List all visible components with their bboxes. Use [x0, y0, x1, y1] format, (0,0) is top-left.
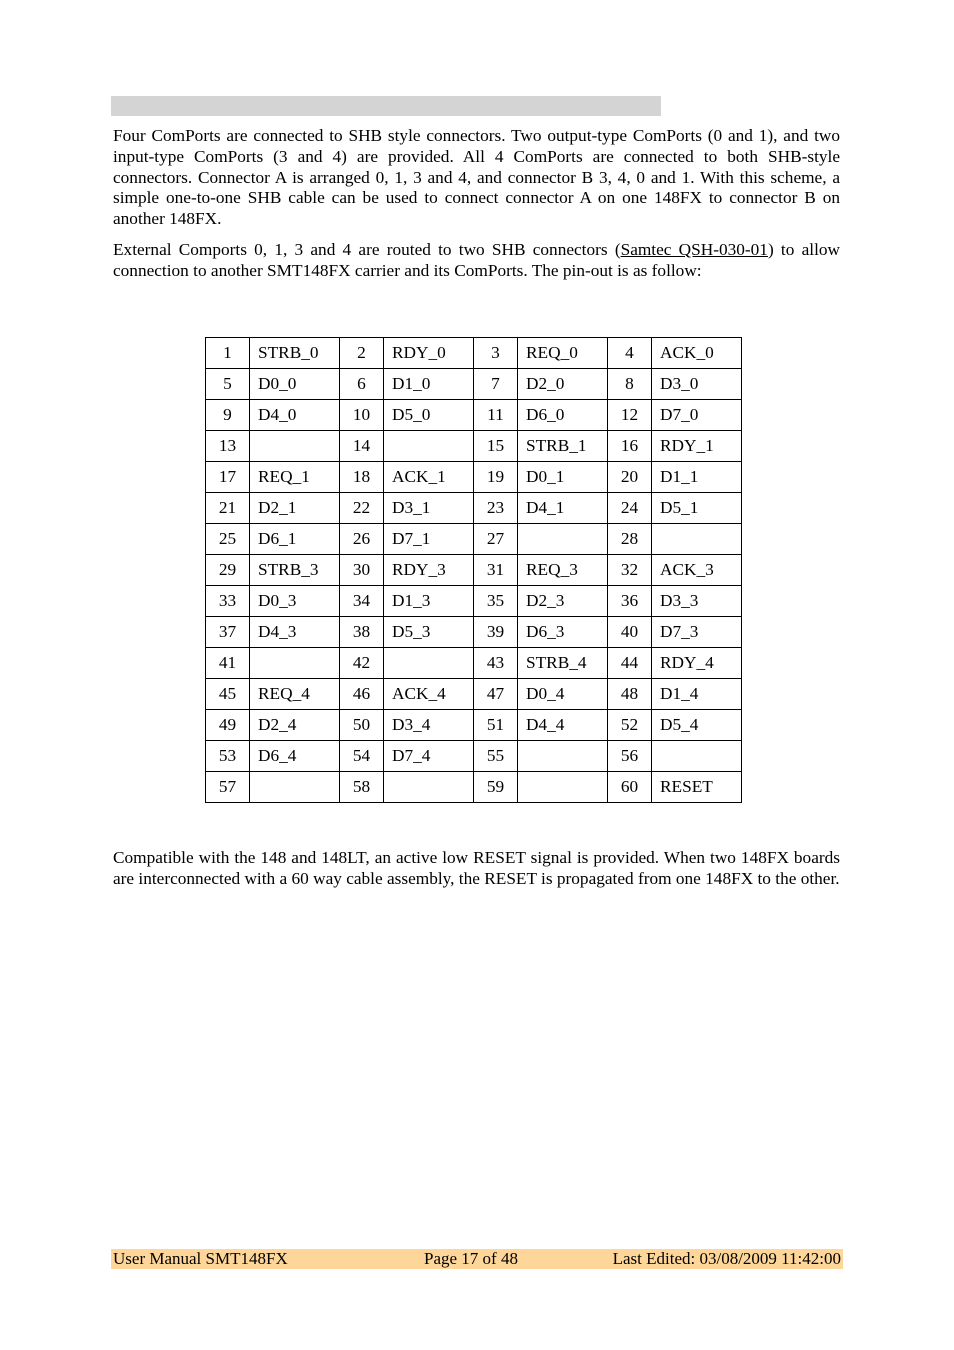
- signal-name-cell: D7_1: [384, 524, 474, 555]
- signal-name-cell: D5_4: [652, 710, 742, 741]
- footer-page-number: Page 17 of 48: [424, 1249, 518, 1268]
- pin-number-cell: 53: [206, 741, 250, 772]
- pin-number-cell: 19: [474, 462, 518, 493]
- signal-name-cell: ACK_1: [384, 462, 474, 493]
- pin-number-cell: 59: [474, 772, 518, 803]
- signal-name-cell: D2_0: [518, 369, 608, 400]
- pin-number-cell: 7: [474, 369, 518, 400]
- pin-number-cell: 10: [340, 400, 384, 431]
- pin-number-cell: 17: [206, 462, 250, 493]
- signal-name-cell: [250, 431, 340, 462]
- pin-number-cell: 24: [608, 493, 652, 524]
- table-row: [206, 617, 742, 648]
- signal-name-cell: RESET: [652, 772, 742, 803]
- signal-name-cell: D2_4: [250, 710, 340, 741]
- pin-number-cell: 6: [340, 369, 384, 400]
- connector-paragraph: [113, 240, 840, 282]
- pin-number-cell: 9: [206, 400, 250, 431]
- signal-name-cell: REQ_4: [250, 679, 340, 710]
- samtec-link[interactable]: Samtec QSH-030-01: [620, 240, 768, 259]
- signal-name-cell: D7_3: [652, 617, 742, 648]
- pin-number-cell: 4: [608, 338, 652, 369]
- signal-name-cell: D1_4: [652, 679, 742, 710]
- pin-number-cell: 2: [340, 338, 384, 369]
- pin-number-cell: 39: [474, 617, 518, 648]
- page-footer: [111, 1249, 843, 1269]
- signal-name-cell: D4_3: [250, 617, 340, 648]
- pin-number-cell: 52: [608, 710, 652, 741]
- table-row: [206, 338, 742, 369]
- signal-name-cell: D0_3: [250, 586, 340, 617]
- connector-text-after: ) to allow connection to another SMT148FX carrier and its ComPorts. The pin-out is as follow:: [113, 240, 840, 280]
- pin-number-cell: 60: [608, 772, 652, 803]
- pin-number-cell: 1: [206, 338, 250, 369]
- signal-name-cell: D7_0: [652, 400, 742, 431]
- signal-name-cell: STRB_1: [518, 431, 608, 462]
- pin-number-cell: 14: [340, 431, 384, 462]
- table-row: [206, 555, 742, 586]
- pin-number-cell: 18: [340, 462, 384, 493]
- table-row: [206, 369, 742, 400]
- table-row: [206, 586, 742, 617]
- pin-number-cell: 45: [206, 679, 250, 710]
- signal-name-cell: D6_4: [250, 741, 340, 772]
- pinout-table-body: [206, 338, 742, 803]
- signal-name-cell: [250, 648, 340, 679]
- pin-number-cell: 32: [608, 555, 652, 586]
- signal-name-cell: D6_1: [250, 524, 340, 555]
- signal-name-cell: D3_0: [652, 369, 742, 400]
- pin-number-cell: 34: [340, 586, 384, 617]
- signal-name-cell: ACK_0: [652, 338, 742, 369]
- pin-number-cell: 12: [608, 400, 652, 431]
- signal-name-cell: D1_3: [384, 586, 474, 617]
- signal-name-cell: D6_0: [518, 400, 608, 431]
- pin-number-cell: 37: [206, 617, 250, 648]
- signal-name-cell: D3_3: [652, 586, 742, 617]
- signal-name-cell: STRB_0: [250, 338, 340, 369]
- pin-number-cell: 27: [474, 524, 518, 555]
- pin-number-cell: 3: [474, 338, 518, 369]
- pin-number-cell: 5: [206, 369, 250, 400]
- signal-name-cell: D2_3: [518, 586, 608, 617]
- table-row: [206, 772, 742, 803]
- signal-name-cell: [652, 741, 742, 772]
- signal-name-cell: RDY_3: [384, 555, 474, 586]
- signal-name-cell: D5_3: [384, 617, 474, 648]
- pinout-table: [205, 337, 742, 803]
- signal-name-cell: STRB_3: [250, 555, 340, 586]
- signal-name-cell: D6_3: [518, 617, 608, 648]
- pin-number-cell: 31: [474, 555, 518, 586]
- footer-manual-title: User Manual SMT148FX: [113, 1249, 288, 1268]
- signal-name-cell: [384, 648, 474, 679]
- signal-name-cell: [250, 772, 340, 803]
- signal-name-cell: [518, 741, 608, 772]
- pin-number-cell: 58: [340, 772, 384, 803]
- signal-name-cell: D3_1: [384, 493, 474, 524]
- pin-number-cell: 26: [340, 524, 384, 555]
- signal-name-cell: D4_1: [518, 493, 608, 524]
- signal-name-cell: D2_1: [250, 493, 340, 524]
- pin-number-cell: 36: [608, 586, 652, 617]
- pin-number-cell: 42: [340, 648, 384, 679]
- pin-number-cell: 15: [474, 431, 518, 462]
- pin-number-cell: 50: [340, 710, 384, 741]
- table-row: [206, 710, 742, 741]
- pin-number-cell: 22: [340, 493, 384, 524]
- pin-number-cell: 11: [474, 400, 518, 431]
- table-row: [206, 679, 742, 710]
- pin-number-cell: 43: [474, 648, 518, 679]
- signal-name-cell: D0_1: [518, 462, 608, 493]
- signal-name-cell: ACK_3: [652, 555, 742, 586]
- pin-number-cell: 16: [608, 431, 652, 462]
- signal-name-cell: D3_4: [384, 710, 474, 741]
- pin-number-cell: 41: [206, 648, 250, 679]
- pin-number-cell: 51: [474, 710, 518, 741]
- pin-number-cell: 28: [608, 524, 652, 555]
- signal-name-cell: D5_0: [384, 400, 474, 431]
- pin-number-cell: 46: [340, 679, 384, 710]
- pin-number-cell: 55: [474, 741, 518, 772]
- signal-name-cell: D0_4: [518, 679, 608, 710]
- table-row: [206, 524, 742, 555]
- pin-number-cell: 33: [206, 586, 250, 617]
- table-row: [206, 400, 742, 431]
- pin-number-cell: 49: [206, 710, 250, 741]
- section-heading-bar: [111, 96, 661, 116]
- pin-number-cell: 35: [474, 586, 518, 617]
- signal-name-cell: D4_4: [518, 710, 608, 741]
- signal-name-cell: [384, 772, 474, 803]
- pin-number-cell: 57: [206, 772, 250, 803]
- signal-name-cell: D0_0: [250, 369, 340, 400]
- pin-number-cell: 56: [608, 741, 652, 772]
- pin-number-cell: 25: [206, 524, 250, 555]
- table-row: [206, 431, 742, 462]
- pin-number-cell: 40: [608, 617, 652, 648]
- table-row: [206, 648, 742, 679]
- table-row: [206, 493, 742, 524]
- signal-name-cell: [384, 431, 474, 462]
- reset-paragraph: Compatible with the 148 and 148LT, an active low RESET signal is provided. When two 148FX boards are interconnected with a 60 way cable assembly, the RESET is propagated from one 148FX to the other.: [113, 848, 840, 888]
- signal-name-cell: [518, 524, 608, 555]
- signal-name-cell: RDY_0: [384, 338, 474, 369]
- pin-number-cell: 13: [206, 431, 250, 462]
- signal-name-cell: REQ_3: [518, 555, 608, 586]
- table-row: [206, 741, 742, 772]
- signal-name-cell: D1_0: [384, 369, 474, 400]
- pin-number-cell: 30: [340, 555, 384, 586]
- signal-name-cell: RDY_1: [652, 431, 742, 462]
- pin-number-cell: 8: [608, 369, 652, 400]
- table-row: [206, 462, 742, 493]
- signal-name-cell: REQ_1: [250, 462, 340, 493]
- signal-name-cell: [518, 772, 608, 803]
- footer-last-edited: Last Edited: 03/08/2009 11:42:00: [612, 1249, 841, 1268]
- pin-number-cell: 48: [608, 679, 652, 710]
- connector-text-before: External Comports 0, 1, 3 and 4 are routed to two SHB connectors (: [113, 240, 621, 259]
- pin-number-cell: 54: [340, 741, 384, 772]
- pin-number-cell: 44: [608, 648, 652, 679]
- pin-number-cell: 20: [608, 462, 652, 493]
- pin-number-cell: 23: [474, 493, 518, 524]
- signal-name-cell: D5_1: [652, 493, 742, 524]
- signal-name-cell: D7_4: [384, 741, 474, 772]
- signal-name-cell: ACK_4: [384, 679, 474, 710]
- pin-number-cell: 21: [206, 493, 250, 524]
- pin-number-cell: 29: [206, 555, 250, 586]
- signal-name-cell: STRB_4: [518, 648, 608, 679]
- signal-name-cell: D4_0: [250, 400, 340, 431]
- signal-name-cell: [652, 524, 742, 555]
- signal-name-cell: D1_1: [652, 462, 742, 493]
- intro-paragraph: Four ComPorts are connected to SHB style connectors. Two output-type ComPorts (0 and 1), and two input-type ComPorts (3 and 4) are provided. All 4 ComPorts are connected to both SHB-style connectors. Connector A is arranged 0, 1, 3 and 4, and connector B 3, 4, 0 and 1. With this scheme, a simple one-to-one SHB cable can be used to connect connector A on one 148FX to connector B on another 148FX.: [113, 126, 840, 229]
- signal-name-cell: RDY_4: [652, 648, 742, 679]
- signal-name-cell: REQ_0: [518, 338, 608, 369]
- pin-number-cell: 38: [340, 617, 384, 648]
- pin-number-cell: 47: [474, 679, 518, 710]
